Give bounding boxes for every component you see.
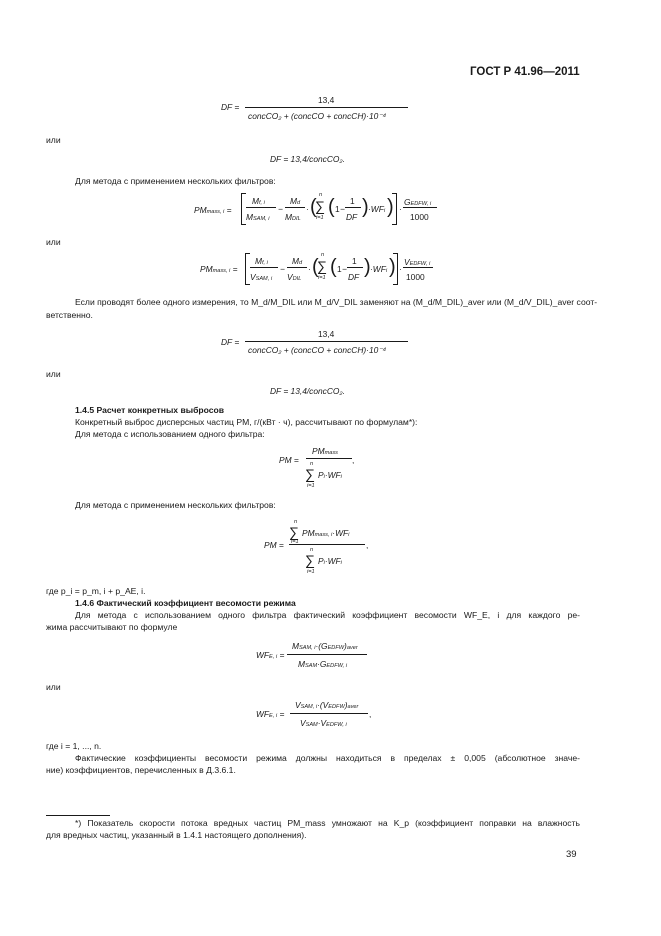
- eq4-sigma-icon: ∑: [317, 258, 327, 274]
- eq3-f2-den-sub: DIL: [291, 216, 301, 222]
- eq9-num-rest2-sub: aver: [346, 645, 358, 651]
- eq4-f1-bar: [250, 267, 278, 268]
- or-3: или: [46, 369, 61, 379]
- eq4-f1-num-sub: f, i: [261, 260, 268, 266]
- section-1-4-5-title: 1.4.5 Расчет конкретных выбросов: [75, 405, 225, 415]
- eq7-den-wf-sub: i: [340, 474, 342, 480]
- eq8-num-wf-sub: i: [348, 532, 350, 538]
- eq1-lhs: DF =: [221, 102, 240, 112]
- eq4-sum-top: n: [321, 252, 325, 258]
- eq5-fraction-bar: [245, 341, 408, 342]
- eq1-num: 13,4: [318, 95, 335, 105]
- eq7-sum-top: n: [310, 461, 314, 467]
- eq4-f3-num: 1: [352, 256, 357, 266]
- eq10-den: V: [300, 718, 306, 728]
- eq3-f1-num-sub: f, i: [258, 200, 265, 206]
- eq5-den: concCO₂ + (concCO + concCH)·10⁻⁴: [248, 345, 387, 355]
- eq9-num: M: [292, 641, 299, 651]
- eq3-f3-bar: [345, 207, 361, 208]
- eq4-f2-bar: [287, 267, 307, 268]
- para-where-p: где p_i = p_m, i + p_AE, i.: [46, 586, 146, 596]
- eq3-f1-bar: [246, 207, 276, 208]
- eq4-wf-sub: i: [385, 268, 388, 274]
- eq7-den-sub: i: [323, 474, 325, 480]
- eq3-f2-bar: [285, 207, 305, 208]
- eq4-lparen: (: [312, 256, 319, 278]
- eq9-lhs-sub: E, i: [269, 654, 278, 660]
- eq9-num-rest: ·(G: [315, 641, 328, 651]
- eq3-one: 1: [335, 204, 340, 214]
- eq8-num: PM: [302, 528, 315, 538]
- eq3-f1-num: M: [252, 196, 259, 206]
- eq9-den-rest-sub: EDFW, i: [326, 663, 348, 669]
- eq4-lhs: PM: [200, 264, 213, 274]
- eq3-f4-num: G: [404, 197, 411, 207]
- page-number: 39: [566, 849, 577, 860]
- eq8-num-wf: ·WF: [332, 528, 349, 538]
- eq8-sigma-num-icon: ∑: [289, 524, 299, 540]
- eq9-num-rest-sub: EDFW: [327, 645, 345, 651]
- eq4-f1-den-sub: SAM, i: [255, 276, 273, 282]
- para-multiple-filters-2: Для метода с применением нескольких фильтров:: [75, 500, 276, 510]
- eq4-f3-den: DF: [348, 272, 360, 282]
- eq3-f4-num-sub: EDFW, i: [410, 201, 432, 207]
- eq9-lhs: WF: [256, 650, 270, 660]
- para-tolerance-line1: Фактические коэффициенты весомости режима должны находиться в пределах ± 0,005 (абсолютное значе-: [75, 753, 580, 763]
- standard-header: ГОСТ Р 41.96—2011: [470, 66, 580, 78]
- eq5-lhs: DF =: [221, 337, 240, 347]
- eq3-f3-den: DF: [346, 212, 358, 222]
- eq8-den-term: P: [318, 556, 324, 566]
- eq10-fraction-bar: [290, 713, 368, 714]
- eq7-sigma-icon: ∑: [305, 466, 315, 482]
- eq3-f4-bar: [403, 207, 437, 208]
- eq4-rparen2: ): [364, 256, 371, 278]
- eq8-tail: ,: [366, 540, 369, 550]
- eq4-f1-num: M: [255, 256, 262, 266]
- eq3-wf: ·WF: [368, 204, 384, 214]
- eq3-lhs-sub: mass, i: [206, 209, 225, 215]
- eq7-tail: ,: [352, 455, 355, 465]
- eq3-lparen: (: [310, 196, 317, 218]
- eq9-den-sub: SAM: [304, 663, 318, 669]
- eq10-num-rest2: ): [344, 700, 348, 710]
- eq10-num-rest: ·(V: [317, 700, 329, 710]
- eq7-lhs: PM =: [279, 455, 299, 465]
- eq3-sigma-icon: ∑: [315, 198, 325, 214]
- footnote-separator: [46, 815, 110, 816]
- eq4-f2-den: V: [287, 272, 293, 282]
- eq3-f2-num: M: [290, 196, 297, 206]
- or-4: или: [46, 682, 61, 692]
- eq3-lhs: PM: [194, 205, 207, 215]
- para-where-i: где i = 1, ..., n.: [46, 741, 102, 751]
- eq3-sum-top: n: [319, 192, 323, 198]
- eq4-f3-bar: [347, 267, 363, 268]
- eq10-den-sub: SAM: [305, 722, 318, 728]
- eq8-den-sub: i: [323, 560, 325, 566]
- para-aver-line2: ветственно.: [46, 310, 93, 320]
- eq3-f2-num-sub: d: [296, 200, 301, 206]
- footnote-line2: для вредных частиц, указанный в 1.4.1 настоящего дополнения).: [46, 830, 307, 840]
- eq8-den-wf: ·WF: [324, 556, 341, 566]
- eq4-rparen: ): [389, 256, 396, 278]
- eq3-right-bracket: [392, 193, 397, 225]
- eq3-sum-bot: i=1: [316, 215, 324, 221]
- eq7-sum-bot: i=1: [307, 483, 315, 489]
- eq7-den-wf: ·WF: [324, 470, 341, 480]
- eq7-num: PM: [312, 446, 325, 456]
- or-2: или: [46, 237, 61, 247]
- eq4-lhs-sub: mass, i: [212, 268, 231, 274]
- eq4-right-bracket: [393, 253, 398, 285]
- eq4-one: 1: [337, 264, 342, 274]
- eq10-den-rest-sub: EDFW, i: [326, 722, 347, 728]
- eq5-num: 13,4: [318, 329, 335, 339]
- eq4-f1-den: V: [250, 272, 256, 282]
- eq8-den-wf-sub: i: [340, 560, 342, 566]
- eq10-num-rest2-sub: aver: [347, 704, 359, 710]
- para-aver-line1: Если проводят более одного измерения, то M_d/M_DIL или M_d/V_DIL заменяют на (M_d/M_DIL)_aver или (M_d/V_DIL)_aver соот-: [75, 297, 598, 307]
- eq4-wf: ·WF: [370, 264, 386, 274]
- eq1-den: concCO₂ + (concCO + concCH)·10⁻⁴: [248, 111, 387, 121]
- eq7-den-term: P: [318, 470, 324, 480]
- eq4-f4-num-sub: EDFW, i: [409, 261, 431, 267]
- eq9-num-sub: SAM, i: [298, 645, 316, 651]
- eq8-sum-bot-den: i=1: [307, 569, 315, 575]
- formula-df-2: DF = 13,4/concCO₂.: [270, 154, 345, 164]
- or-1: или: [46, 135, 61, 145]
- eq8-sum-bot: i=1: [291, 539, 299, 545]
- eq10-den-rest: ·V: [317, 718, 327, 728]
- para-tolerance-line2: ние) коэффициентов, перечисленных в Д.3.6.1.: [46, 765, 236, 775]
- eq8-fraction-bar: [289, 544, 365, 545]
- eq3-f2-den: M: [285, 212, 292, 222]
- eq3-rparen2: ): [362, 196, 369, 218]
- eq3-wf-sub: i: [383, 208, 386, 214]
- eq4-f4-num: V: [404, 257, 410, 267]
- eq4-f2-num: M: [292, 256, 299, 266]
- eq9-num-rest2: ): [344, 641, 347, 651]
- para-multiple-filters-1: Для метода с применением нескольких фильтров:: [75, 176, 276, 186]
- eq8-lhs: PM =: [264, 540, 284, 550]
- eq10-num-sub: SAM, i: [300, 704, 318, 710]
- section-1-4-6-title: 1.4.6 Фактический коэффициент весомости режима: [75, 598, 296, 608]
- eq4-f2-den-sub: DIL: [292, 276, 302, 282]
- eq10-num: V: [295, 700, 301, 710]
- eq3-f4-den: 1000: [410, 212, 429, 222]
- eq9-fraction-bar: [287, 654, 367, 655]
- eq3-f1-den: M: [246, 212, 253, 222]
- eq1-fraction-bar: [245, 107, 408, 108]
- para-single-filter-1: Для метода с использованием одного фильтра:: [75, 429, 265, 439]
- eq9-den: M: [298, 659, 305, 669]
- eq10-tail: ,: [369, 709, 372, 719]
- eq4-lparen2: (: [330, 256, 337, 278]
- eq8-sum-top: n: [294, 519, 298, 525]
- eq8-sum-top-den: n: [310, 547, 314, 553]
- para-wf-line1: Для метода с использованием одного фильтра фактический коэффициент весомости WF_E, i для каждого ре-: [75, 610, 580, 620]
- eq7-fraction-bar: [306, 458, 352, 459]
- eq4-f4-den: 1000: [406, 272, 425, 282]
- eq3-f3-num: 1: [350, 196, 355, 206]
- para-wf-line2: жима рассчитывают по формуле: [46, 622, 178, 632]
- eq9-den-rest: ·G: [317, 659, 327, 669]
- eq3-f1-den-sub: SAM, i: [252, 216, 270, 222]
- eq7-num-sub: mass: [324, 450, 338, 456]
- eq3-lparen2: (: [328, 196, 335, 218]
- formula-df-4: DF = 13,4/concCO₂.: [270, 386, 345, 396]
- eq10-lhs-sub: E, i: [269, 713, 278, 719]
- eq4-f4-bar: [403, 267, 433, 268]
- eq4-f2-num-sub: d: [298, 260, 303, 266]
- eq10-num-rest-sub: EDFW: [328, 704, 345, 710]
- eq4-sum-bot: i=1: [318, 275, 326, 281]
- para-specific-emission: Конкретный выброс дисперсных частиц PM, г/(кВт · ч), рассчитывают по формулам*):: [75, 417, 418, 427]
- eq8-sigma-den-icon: ∑: [305, 552, 315, 568]
- footnote-line1: *) Показатель скорости потока вредных частиц PM_mass умножают на K_p (коэффициент поправки на влажность: [75, 818, 580, 828]
- eq3-rparen: ): [387, 196, 394, 218]
- eq10-lhs: WF: [256, 709, 270, 719]
- eq8-num-sub: mass, i: [314, 532, 333, 538]
